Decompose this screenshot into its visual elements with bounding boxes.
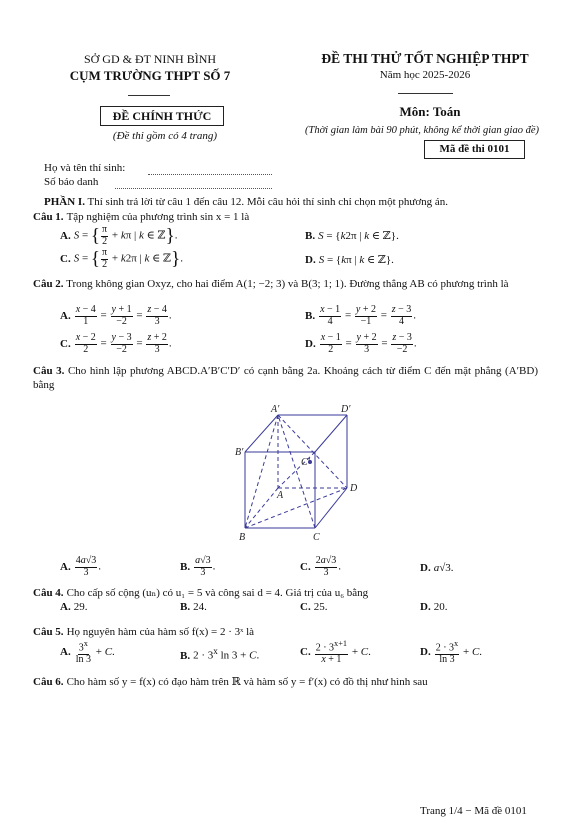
divider (398, 93, 453, 94)
label-a: A (277, 490, 284, 501)
question-3-text: Cho hình lập phương ABCD.A′B′C′D′ có cạnh bằng 2a. Khoảng cách từ điểm C đến mặt phẳng (A′BD) bằng (33, 365, 538, 391)
part1-text: Thí sinh trả lời từ câu 1 đến câu 12. Mỗi câu hỏi thí sinh chỉ chọn một phương án. (87, 196, 449, 208)
question-3-label: Câu 3. (33, 365, 65, 377)
department-name: SỞ GD & ĐT NINH BÌNH (83, 52, 217, 66)
student-id-label: Số báo danh (44, 176, 99, 188)
student-name-label: Họ và tên thí sinh: (44, 162, 126, 174)
question-5 (33, 626, 254, 640)
label-b: B (239, 532, 246, 543)
time-note: (Thời gian làm bài 90 phút, không kể thời gian giao đề) (304, 125, 540, 136)
q5-option-a[interactable]: A. $\frac{3^x}{\ln 3}$ + C. (60, 639, 115, 665)
part1-title: PHẦN I. (44, 196, 85, 208)
edge-d1c1 (315, 415, 347, 452)
q4-option-d[interactable]: D. 20. (420, 601, 448, 613)
q2-option-a[interactable]: A. $\frac{x - 4}{1}$ = $\frac{y + 1}{-2}$ = $\frac{z - 4}{3}$ . (60, 304, 172, 327)
question-2-text: Trong không gian Oxyz, cho hai điểm A(1; −2; 3) và B(3; 1; 1). Đường thẳng AB có phương trình là (66, 278, 509, 290)
divider (128, 95, 170, 96)
edge-a1b1 (245, 415, 278, 452)
label-d: D (350, 483, 358, 494)
question-3 (33, 365, 538, 393)
q3-option-a[interactable]: A. $\frac{4a√3}{3}$ . (60, 555, 101, 578)
official-exam-box (100, 106, 224, 126)
exam-title: ĐỀ THI THỬ TỐT NGHIỆP THPT (321, 51, 529, 66)
question-6-text: Cho hàm số y = f(x) có đạo hàm trên ℝ và hàm số y = f′(x) có đồ thị như hình sau (66, 676, 428, 688)
subject-title: Môn: Toán (399, 104, 461, 119)
q1-option-d[interactable]: D. S = {kπ | k ∈ ℤ}. (305, 254, 394, 266)
diag-a1b (245, 415, 278, 528)
exam-code: Mã đề thi 0101 (439, 143, 510, 155)
label-b1: B′ (235, 447, 244, 458)
question-6 (33, 676, 428, 690)
question-6-label: Câu 6. (33, 676, 64, 688)
q1-option-c[interactable]: C. S = { $\frac{\pi}{2}$ + k2π | k ∈ ℤ}. (60, 247, 183, 270)
diag-ca1 (278, 415, 315, 528)
school-year: Năm học 2025-2026 (379, 69, 471, 81)
student-id-field[interactable] (115, 188, 272, 189)
question-4 (33, 587, 368, 601)
question-1 (33, 211, 249, 225)
page-footer: Trang 1/4 − Mã đề 0101 (420, 805, 527, 817)
official-exam-label: ĐỀ CHÍNH THỨC (112, 109, 212, 123)
q5-option-b[interactable]: B. $2 \cdot 3^x$ ln 3 + C. (180, 646, 260, 662)
question-5-text: Họ nguyên hàm của hàm số f(x) = 2 · 3ˣ là (66, 626, 255, 638)
q3-option-c[interactable]: C. $\frac{2a√3}{3}$ . (300, 555, 341, 578)
cube-figure (225, 400, 365, 545)
question-4-text: Cho cấp số cộng (uₙ) có u₁ = 5 và công sai d = 4. Giá trị của u₆ bằng (66, 587, 369, 599)
q4-option-c[interactable]: C. 25. (300, 601, 328, 613)
q3-option-b[interactable]: B. $\frac{a√3}{3}$ . (180, 555, 216, 578)
part1-instruction (44, 196, 448, 210)
q2-option-c[interactable]: C. $\frac{x - 2}{2}$ = $\frac{y - 3}{-2}$ = $\frac{z + 2}{3}$ . (60, 332, 172, 355)
school-cluster-name: CỤM TRƯỜNG THPT SỐ 7 (69, 68, 231, 83)
student-name-field[interactable] (148, 174, 272, 175)
q1-option-b[interactable]: B. S = {k2π | k ∈ ℤ}. (305, 230, 399, 242)
q3-option-d[interactable]: D. a√3. (420, 562, 454, 574)
exam-code-box (424, 140, 525, 159)
q1-option-a[interactable]: A. S = { $\frac{\pi}{2}$ + kπ | k ∈ ℤ}. (60, 224, 178, 247)
question-1-label: Câu 1. (33, 211, 64, 223)
q4-option-a[interactable]: A. 29. (60, 601, 88, 613)
label-d1: D′ (341, 404, 351, 415)
q4-option-b[interactable]: B. 24. (180, 601, 207, 613)
q2-option-d[interactable]: D. $\frac{x - 1}{2}$ = $\frac{y + 2}{3}$ = $\frac{z - 3}{-2}$ . (305, 332, 417, 355)
question-2 (33, 278, 538, 292)
label-c: C (313, 532, 320, 543)
q5-option-c[interactable]: C. $\frac{2 \cdot 3^{x+1}}{x + 1}$ + C. (300, 639, 371, 665)
label-a1: A′ (271, 404, 280, 415)
question-1-text: Tập nghiệm của phương trình sin x = 1 là (66, 211, 250, 223)
label-c1: C′ (301, 457, 310, 468)
question-2-label: Câu 2. (33, 278, 64, 290)
q5-option-d[interactable]: D. $\frac{2 \cdot 3^x}{\ln 3}$ + C. (420, 639, 483, 665)
diag-bd (245, 488, 347, 528)
question-4-label: Câu 4. (33, 587, 64, 599)
question-5-label: Câu 5. (33, 626, 64, 638)
pages-note: (Đề thi gồm có 4 trang) (112, 130, 218, 142)
q2-option-b[interactable]: B. $\frac{x - 1}{4}$ = $\frac{y + 2}{-1}$ = $\frac{z - 3}{4}$ . (305, 304, 417, 327)
